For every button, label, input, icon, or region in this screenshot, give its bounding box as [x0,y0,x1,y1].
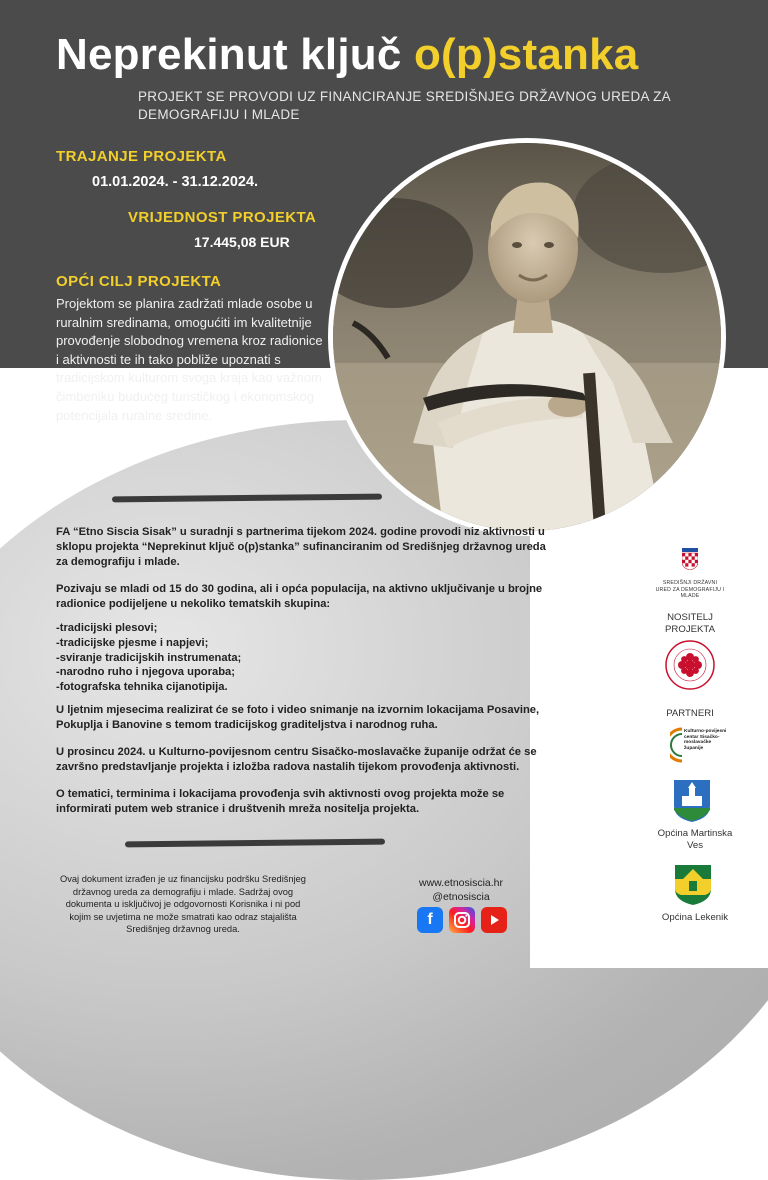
goal-text: Projektom se planira zadržati mlade osobe u ruralnim sredinama, omogućiti im kvalitetnije provođenje slobodnog vremena kroz radionice i aktivnosti te ih tako pobliže upoznati s tradicijskom kulturom svoga kraja kao važnom čimbeniku budućeg turističkog i ekonomskog potencijala ruralne sredine. [56,296,323,423]
youtube-icon[interactable] [481,907,507,933]
list-item: -narodno ruho i njegova uporaba; [56,666,235,679]
workshop-list [56,621,556,695]
info-paragraph: O tematici, terminima i lokacijama provođenja svih aktivnosti ovog projekta može se informirati putem web stranice i društvenih mreža nositelja projekta. [56,788,505,815]
list-item: -tradicijski plesovi; [56,622,158,634]
office-logo-text: SREDIŠNJI DRŽAVNI URED ZA DEMOGRAFIJU I MLADE [655,580,725,599]
partners-label: PARTNERI [666,708,714,719]
cultural-center-logo-icon [670,727,684,763]
social-handle: @etnosiscia [432,891,490,903]
duration-value: 01.01.2024. - 31.12.2024. [92,174,259,190]
goal-label: OPĆI CILJ PROJEKTA [56,273,222,290]
contact-block [405,876,517,904]
invitation-paragraph: Pozivaju se mladi od 15 do 30 godina, ali i opća populacija, na aktivno uključivanje u brojne radionice podijeljene u nekoliko tematskih skupina: [56,583,543,610]
project-photo [328,138,726,536]
instagram-icon[interactable] [449,907,475,933]
intro-paragraph: FA “Etno Siscia Sisak” u suradnji s partnerima tijekom 2024. godine provodi niz aktivnosti u sklopu projekta “Neprekinut ključ o(p)stanka” sufinanciranim od Središnjeg državnog ureda za demografiju i mlade. [56,526,546,568]
young-man-with-scythe-illustration [333,143,721,531]
partner-martinska-ves: Općina Martinska Ves [657,828,733,851]
december-paragraph: U prosincu 2024. u Kulturno-povijesnom centru Sisačko-moslavačke županije održat će se završno predstavljanje projekta i izložba radova nastalih tijekom provođenja aktivnosti. [56,746,537,773]
duration-label: TRAJANJE PROJEKTA [56,148,227,165]
list-item: -fotografska tehnika cijanotipija. [56,681,228,694]
martinska-ves-coat-of-arms-icon [674,780,710,822]
cultural-center-logo-text: Kulturno-povijesni centar Sisačko-moslavačke županije [684,729,727,751]
list-item: -sviranje tradicijskih instrumenata; [56,651,242,664]
page-title [56,30,638,80]
list-item: -tradicijske pjesme i napjevi; [56,636,209,649]
partner-lekenik: Općina Lekenik [661,912,729,923]
website-link[interactable]: www.etnosiscia.hr [418,877,504,889]
etno-siscia-logo-icon [665,640,715,690]
title-main: Neprekinut ključ [56,30,414,79]
funding-value: 17.445,08 EUR [194,234,290,250]
lekenik-coat-of-arms-icon [675,865,711,905]
title-accent: o(p)stanka [413,30,639,79]
funding-label: VRIJEDNOST PROJEKTA [128,209,317,226]
facebook-icon[interactable]: f [417,907,443,933]
page-subtitle: PROJEKT SE PROVODI UZ FINANCIRANJE SREDIŠNJEG DRŽAVNOG UREDA ZA DEMOGRAFIJU I MLADE [138,89,671,122]
holder-label: NOSITELJ PROJEKTA [665,612,715,635]
summer-paragraph: U ljetnim mjesecima realizirat će se foto i video snimanje na izvornim lokacijama Posavine, Pokuplja i Banovine s temom tradicijskog graditeljstva i narodnog ruha. [56,704,540,731]
disclaimer-text: Ovaj dokument izrađen je uz financijsku podršku Središnjeg državnog ureda za demografiju i mlade. Sadržaj ovog dokumenta u isključivoj je odgovornosti Korisnika i ni pod kojim se uvjetima ne može smatrati kao odraz stajališta Središnjeg državnog ureda. [60,874,306,935]
croatian-coat-of-arms-icon [682,548,698,570]
